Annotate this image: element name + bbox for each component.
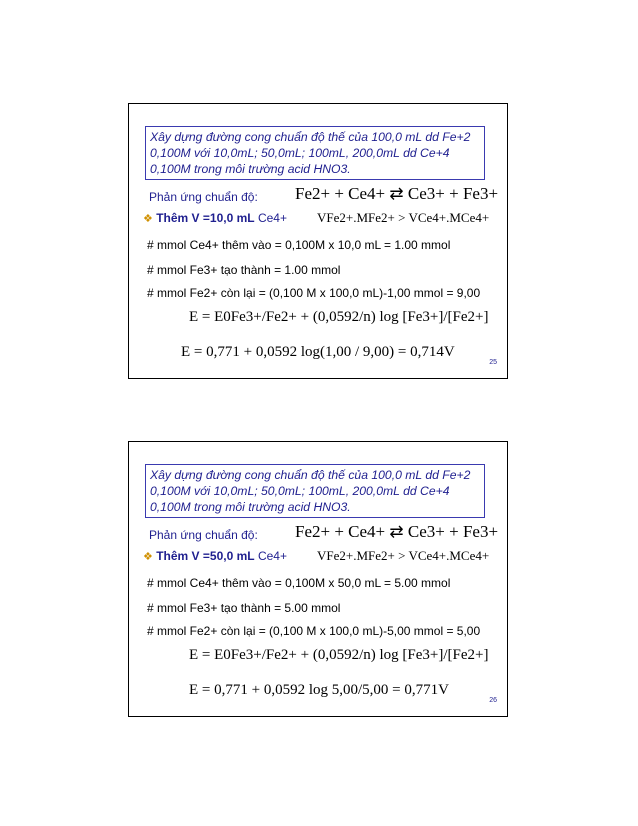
nernst-equation: E = E0Fe3+/Fe2+ + (0,0592/n) log [Fe3+]/[Fe2+]: [189, 309, 489, 325]
condition: VFe2+.MFe2+ > VCe4+.MCe4+: [317, 548, 490, 563]
add-species: Ce4+: [257, 549, 287, 563]
page-number: 25: [489, 359, 497, 366]
mmol-fe2-line: # mmol Fe2+ còn lại = (0,100 M x 100,0 mL)-5,00 mmol = 5,00: [147, 624, 481, 638]
reaction-label: Phản ứng chuẩn độ:: [149, 528, 258, 542]
reaction-equation-text: Fe2+ + Ce4+ ⇄ Ce3+ + Fe3+: [295, 522, 499, 541]
reaction-equation-text: Fe2+ + Ce4+ ⇄ Ce3+ + Fe3+: [295, 184, 499, 203]
page-number: 26: [489, 697, 497, 704]
mmol-ce-line: # mmol Ce4+ thêm vào = 0,100M x 50,0 mL = 5.00 mmol: [147, 576, 451, 590]
slide-title-box: [145, 126, 485, 180]
nernst-equation: E = E0Fe3+/Fe2+ + (0,0592/n) log [Fe3+]/[Fe2+]: [189, 647, 489, 663]
reaction-equation: [295, 522, 498, 542]
mmol-ce-line: # mmol Ce4+ thêm vào = 0,100M x 10,0 mL = 1.00 mmol: [147, 238, 451, 252]
slide-26: [128, 441, 508, 717]
mmol-fe2-line: # mmol Fe2+ còn lại = (0,100 M x 100,0 mL)-1,00 mmol = 9,00: [147, 286, 481, 300]
mmol-fe3-line: # mmol Fe3+ tạo thành = 5.00 mmol: [147, 601, 341, 615]
slide-title-box: [145, 464, 485, 518]
diamond-bullet-icon: ❖: [143, 551, 153, 563]
slide-25: [128, 103, 508, 379]
result-equation: E = 0,771 + 0,0592 log(1,00 / 9,00) = 0,714V: [181, 344, 455, 360]
mmol-fe3-line: # mmol Fe3+ tạo thành = 1.00 mmol: [147, 263, 341, 277]
add-volume-line: [143, 549, 287, 563]
add-volume-label: Thêm V =50,0 mL: [156, 549, 255, 563]
slide-title: Xây dựng đường cong chuẩn độ thế của 100,0 mL dd Fe+2 0,100M với 10,0mL; 50,0mL; 100mL, 200,0mL dd Ce+4 0,100M trong môi trường acid HNO3.: [150, 468, 471, 514]
reaction-label: Phản ứng chuẩn độ:: [149, 190, 258, 204]
reaction-equation: [295, 184, 498, 204]
condition: VFe2+.MFe2+ > VCe4+.MCe4+: [317, 210, 490, 225]
slide-title: Xây dựng đường cong chuẩn độ thế của 100,0 mL dd Fe+2 0,100M với 10,0mL; 50,0mL; 100mL, 200,0mL dd Ce+4 0,100M trong môi trường acid HNO3.: [150, 130, 471, 176]
diamond-bullet-icon: ❖: [143, 213, 153, 225]
add-species: Ce4+: [257, 211, 287, 225]
result-equation: E = 0,771 + 0,0592 log 5,00/5,00 = 0,771V: [189, 682, 449, 698]
add-volume-label: Thêm V =10,0 mL: [156, 211, 255, 225]
add-volume-line: [143, 211, 287, 225]
